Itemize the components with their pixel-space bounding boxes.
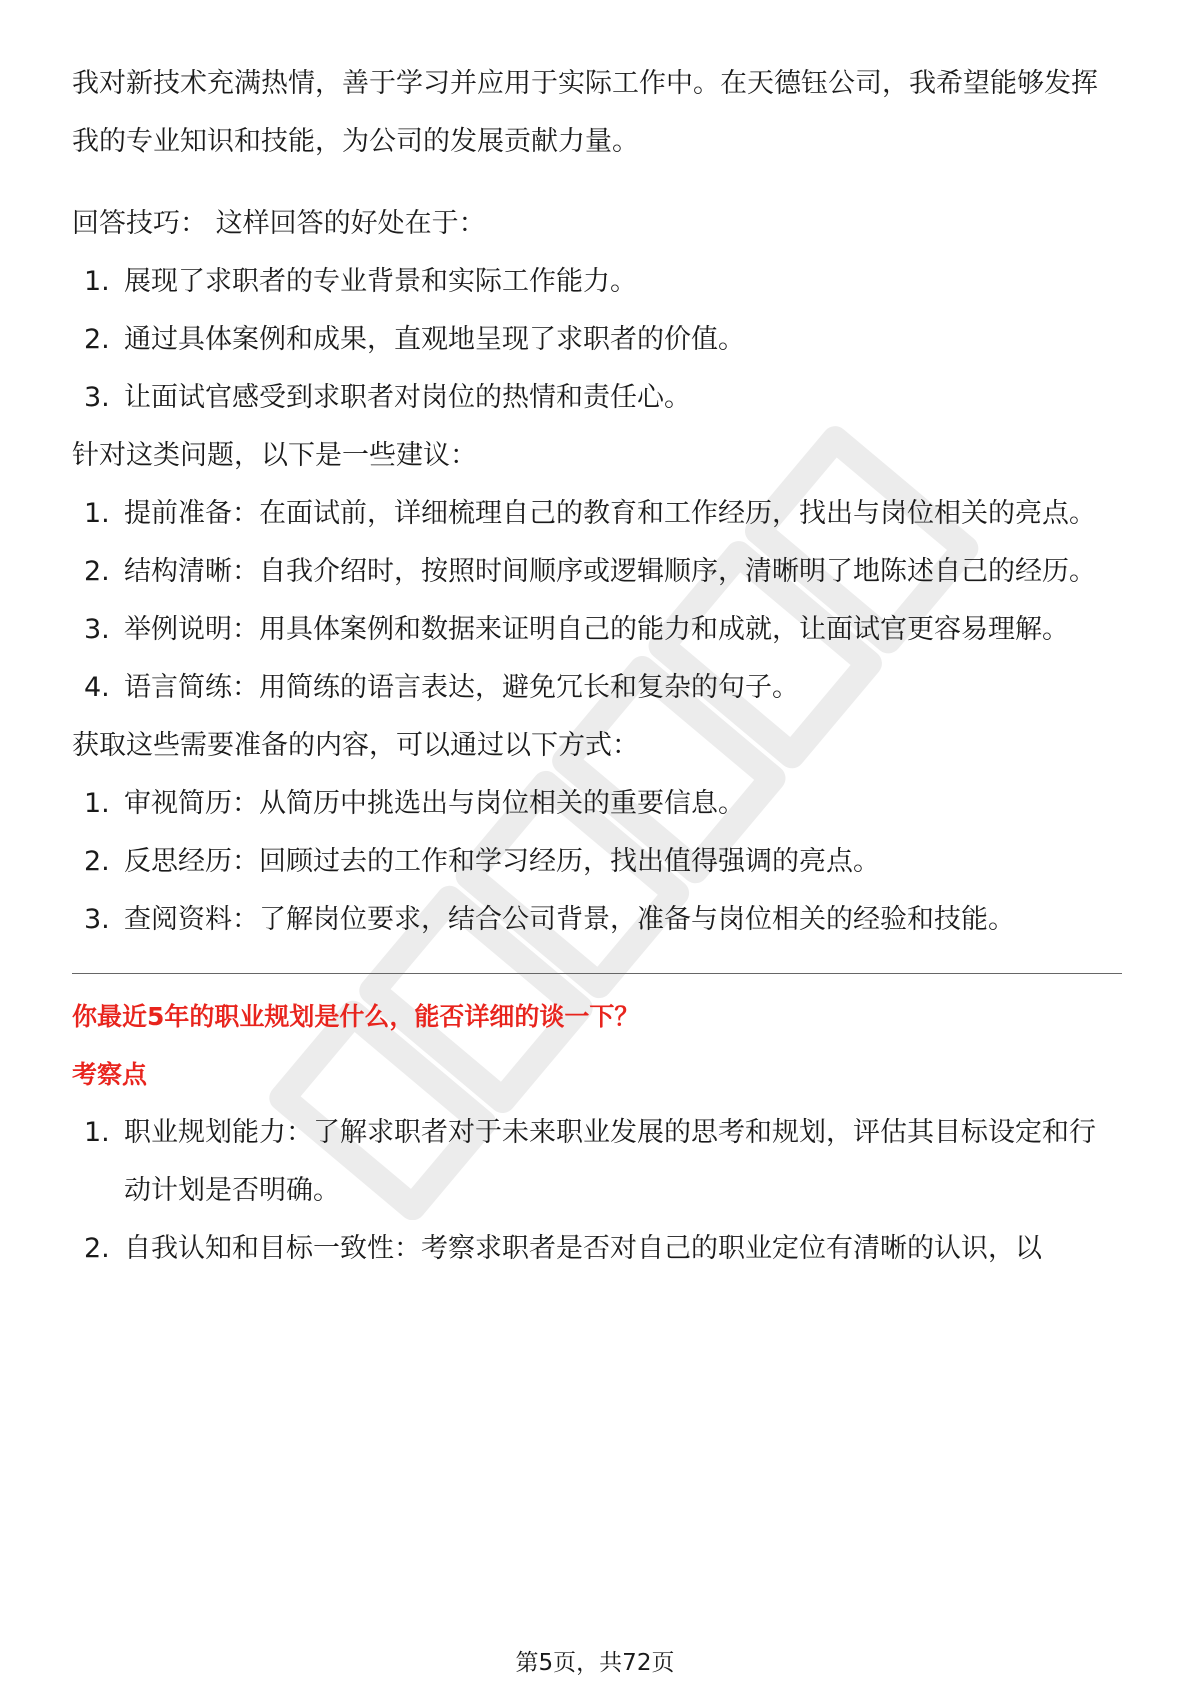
question-title: 你最近5年的职业规划是什么，能否详细的谈一下？: [72, 1002, 640, 1031]
list-item: [72, 311, 1122, 369]
list-item: [72, 369, 1122, 427]
list-item-text: 语言简练：用简练的语言表达，避免冗长和复杂的句子。: [124, 672, 799, 703]
list-item-text: 展现了求职者的专业背景和实际工作能力。: [124, 266, 637, 297]
list-item: [72, 775, 1122, 833]
list-item: [72, 891, 1122, 949]
list-number: 1.: [84, 498, 110, 529]
list-number: 2.: [84, 846, 110, 877]
tips-list: [72, 253, 1122, 427]
list-number: 1.: [84, 788, 110, 819]
suggestions-heading: 针对这类问题，以下是一些建议：: [72, 440, 477, 471]
list-number: 2.: [84, 324, 110, 355]
list-item-text: 审视简历：从简历中挑选出与岗位相关的重要信息。: [124, 788, 745, 819]
list-item-text: 职业规划能力：了解求职者对于未来职业发展的思考和规划，评估其目标设定和行动计划是否明确。: [124, 1117, 1096, 1206]
assessment-list: [72, 1104, 1122, 1278]
list-item: [72, 601, 1122, 659]
question-subheading: 考察点: [72, 1060, 148, 1089]
main-content: [72, 55, 1122, 1278]
list-item: [72, 253, 1122, 311]
list-number: 3.: [84, 614, 110, 645]
list-item-text: 反思经历：回顾过去的工作和学习经历，找出值得强调的亮点。: [124, 846, 880, 877]
list-item-text: 结构清晰：自我介绍时，按照时间顺序或逻辑顺序，清晰明了地陈述自己的经历。: [124, 556, 1096, 587]
list-item: [72, 1220, 1122, 1278]
sources-heading: 获取这些需要准备的内容，可以通过以下方式：: [72, 730, 639, 761]
list-number: 1.: [84, 1117, 110, 1148]
suggestions-list: [72, 485, 1122, 717]
list-number: 2.: [84, 556, 110, 587]
list-item: [72, 833, 1122, 891]
list-item-text: 自我认知和目标一致性：考察求职者是否对自己的职业定位有清晰的认识，以: [124, 1233, 1042, 1264]
page-footer: 第5页，共72页: [515, 1650, 675, 1676]
list-number: 2.: [84, 1233, 110, 1264]
list-item: [72, 485, 1122, 543]
list-number: 3.: [84, 382, 110, 413]
tips-heading: 回答技巧： 这样回答的好处在于：: [72, 208, 486, 239]
section-divider: [72, 973, 1122, 974]
list-item: [72, 543, 1122, 601]
list-item: [72, 1104, 1122, 1220]
list-item: [72, 659, 1122, 717]
sources-list: [72, 775, 1122, 949]
list-number: 3.: [84, 904, 110, 935]
list-number: 4.: [84, 672, 110, 703]
list-item-text: 查阅资料：了解岗位要求，结合公司背景，准备与岗位相关的经验和技能。: [124, 904, 1015, 935]
list-item-text: 通过具体案例和成果，直观地呈现了求职者的价值。: [124, 324, 745, 355]
list-item-text: 举例说明：用具体案例和数据来证明自己的能力和成就，让面试官更容易理解。: [124, 614, 1069, 645]
list-item-text: 让面试官感受到求职者对岗位的热情和责任心。: [124, 382, 691, 413]
intro-paragraph: 我对新技术充满热情，善于学习并应用于实际工作中。在天德钰公司，我希望能够发挥我的专业知识和技能，为公司的发展贡献力量。: [72, 68, 1098, 157]
list-item-text: 提前准备：在面试前，详细梳理自己的教育和工作经历，找出与岗位相关的亮点。: [124, 498, 1096, 529]
list-number: 1.: [84, 266, 110, 297]
